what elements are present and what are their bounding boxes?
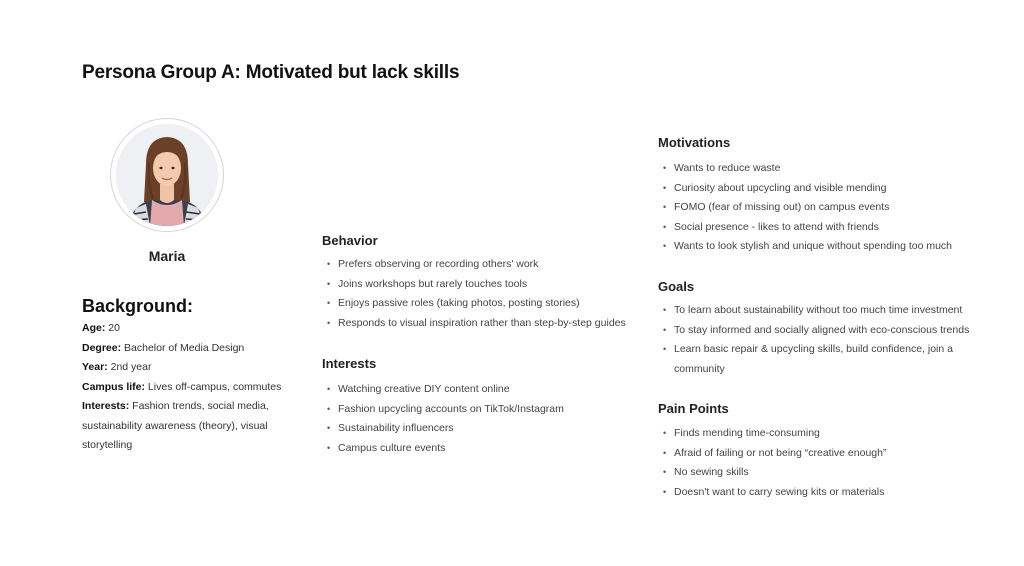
goals-title: Goals — [658, 279, 695, 294]
list-item: • No sewing skills — [658, 463, 998, 483]
motivations-list — [658, 159, 998, 257]
background-year: Year: 2nd year — [82, 361, 152, 373]
list-item: • Finds mending time-consuming — [658, 424, 998, 444]
list-item: • Curiosity about upcycling and visible mending — [658, 179, 998, 199]
list-item: • Campus culture events — [322, 439, 652, 459]
background-age: Age: 20 — [82, 322, 120, 334]
avatar — [116, 124, 218, 226]
list-item: • Fashion upcycling accounts on TikTok/Instagram — [322, 400, 652, 420]
background-interests: Interests: Fashion trends, social media, sustainability awareness (theory), visual storytelling — [82, 400, 269, 451]
list-item: • Wants to reduce waste — [658, 159, 998, 179]
persona-name: Maria — [148, 248, 186, 264]
list-item: • To stay informed and socially aligned with eco-conscious trends — [658, 321, 998, 341]
page-title: Persona Group A: Motivated but lack skills — [82, 62, 460, 83]
persona-photo — [116, 124, 218, 226]
list-item: • Enjoys passive roles (taking photos, posting stories) — [322, 294, 652, 314]
avatar-frame — [110, 118, 224, 232]
list-item: • Watching creative DIY content online — [322, 380, 652, 400]
background-title: Background: — [82, 296, 194, 316]
list-item: • Responds to visual inspiration rather than step-by-step guides — [322, 314, 652, 334]
behavior-list — [322, 255, 652, 333]
list-item: • Joins workshops but rarely touches tools — [322, 275, 652, 295]
background-campus-life: Campus life: Lives off-campus, commutes — [82, 380, 282, 393]
behavior-title: Behavior — [322, 233, 378, 248]
goals-list — [658, 301, 998, 379]
list-item: • FOMO (fear of missing out) on campus events — [658, 198, 998, 218]
list-item: • Prefers observing or recording others' work — [322, 255, 652, 275]
motivations-title: Motivations — [658, 135, 731, 150]
list-item: • Doesn't want to carry sewing kits or materials — [658, 483, 998, 503]
list-item: • Learn basic repair & upcycling skills, build confidence, join a community — [658, 340, 998, 379]
list-item: • Afraid of failing or not being “creative enough” — [658, 444, 998, 464]
pain-points-list — [658, 424, 998, 502]
list-item: • To learn about sustainability without too much time investment — [658, 301, 998, 321]
list-item: • Sustainability influencers — [322, 419, 652, 439]
interests-list — [322, 380, 652, 458]
list-item: • Social presence - likes to attend with friends — [658, 218, 998, 238]
pain-points-title: Pain Points — [658, 401, 729, 416]
background-degree: Degree: Bachelor of Media Design — [82, 341, 245, 354]
background-details — [82, 319, 292, 456]
list-item: • Wants to look stylish and unique without spending too much — [658, 237, 998, 257]
interests-title: Interests — [322, 356, 377, 371]
